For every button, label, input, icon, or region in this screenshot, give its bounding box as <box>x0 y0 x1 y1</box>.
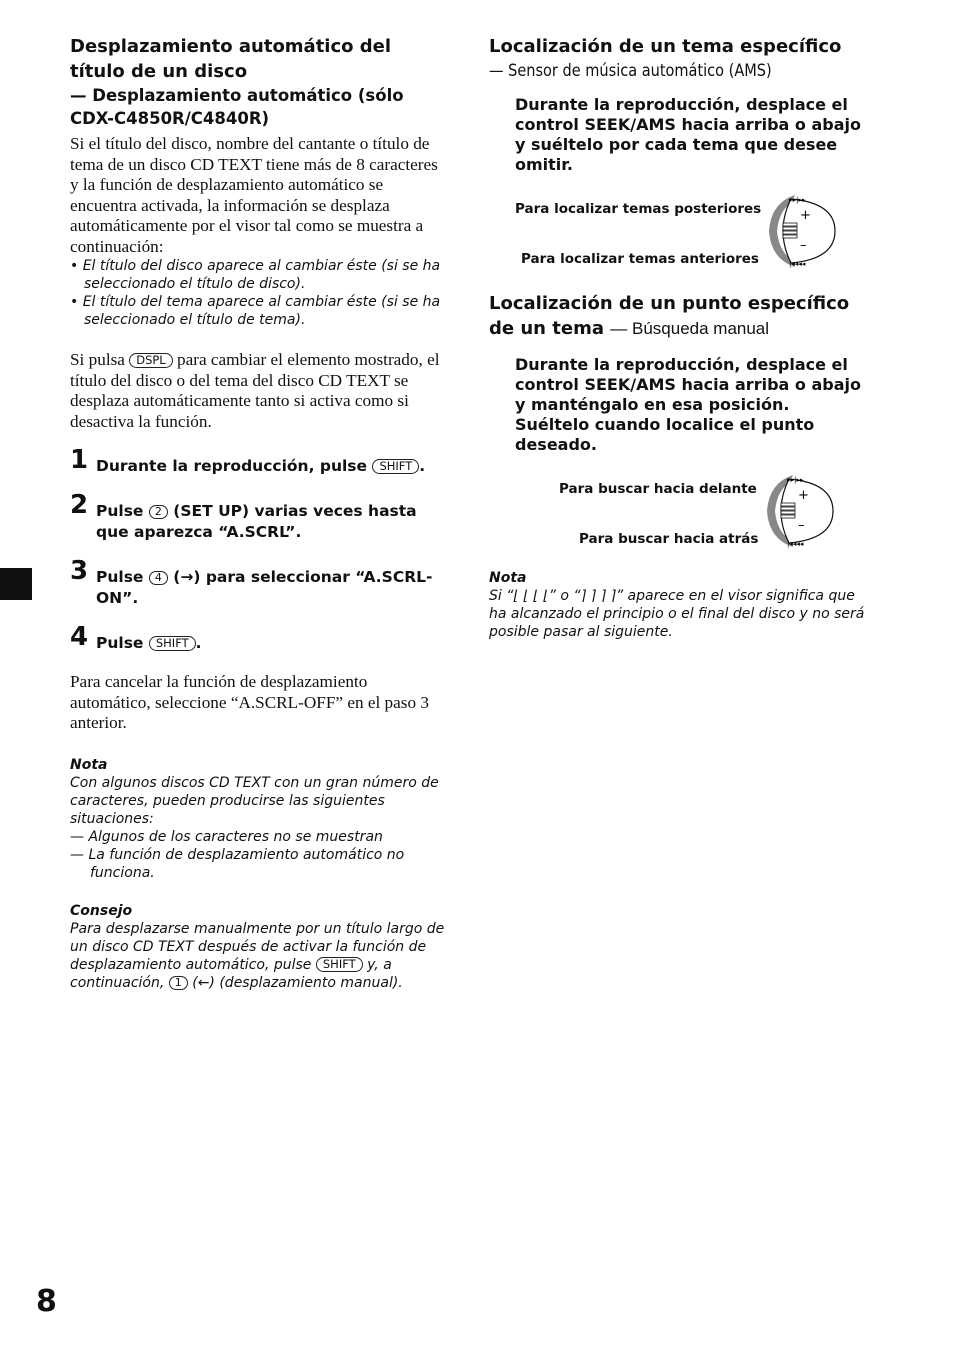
step-4 <box>70 622 450 654</box>
step-number: 2 <box>70 490 89 520</box>
step-text: . <box>195 634 202 652</box>
seek-ams-control-icon <box>755 473 835 549</box>
svg-text:–: – <box>800 238 807 253</box>
step-2 <box>70 490 450 543</box>
note-block-right <box>489 569 869 641</box>
section-title-auto-scroll: Desplazamiento automático del título de un disco <box>70 36 392 82</box>
list-item: • El título del tema aparece al cambiar éste (si se ha seleccionado el título de tema). <box>70 294 441 328</box>
section-subtitle-manual-search: — Búsqueda manual <box>610 319 770 338</box>
svg-text:–: – <box>798 518 805 533</box>
bullet-list <box>70 257 450 329</box>
seek-ams-diagram-2 <box>489 471 869 553</box>
steps-list <box>70 445 450 654</box>
step-text: Pulse <box>96 502 144 520</box>
step-text: (→) para seleccionar “A.SCRL-ON”. <box>96 568 433 607</box>
dspl-text-post: para cambiar el elemento mostrado, el título del disco o del tema del disco CD TEXT se desplaza automáticamente tanto si activa como si desactiva la función. <box>70 350 440 431</box>
shift-key: SHIFT <box>316 957 363 972</box>
shift-key: SHIFT <box>149 636 196 651</box>
tip-text-pre: Para desplazarse manualmente por un título largo de un disco CD TEXT después de activar la función de desplazamiento automático, pulse <box>70 920 445 973</box>
seek-ams-diagram <box>489 191 869 273</box>
svg-text:+: + <box>798 488 809 503</box>
diagram-label-back: Para buscar hacia atrás <box>579 531 759 547</box>
note-item: — La función de desplazamiento automático no funciona. <box>70 846 405 881</box>
section-subtitle-ams: — Sensor de música automático (AMS) <box>489 61 772 80</box>
number-key: 4 <box>149 571 168 585</box>
svg-text:+: + <box>800 208 811 223</box>
svg-text:|◂◂◂◂: |◂◂◂◂ <box>789 260 806 268</box>
section-tab-marker <box>0 568 32 600</box>
number-key: 1 <box>169 976 188 990</box>
number-key: 2 <box>149 505 168 519</box>
diagram-label-forward: Para buscar hacia delante <box>559 481 757 497</box>
svg-text:▸▸|▸▸: ▸▸|▸▸ <box>789 196 806 204</box>
intro-paragraph: Si el título del disco, nombre del cantante o título de tema de un disco CD TEXT tiene más de 8 caracteres y la función de desplazamiento automático se encuentra activada, la información se desplaza automáticamente por el visor tal como se muestra a continuación: <box>70 134 438 256</box>
tip-heading: Consejo <box>70 902 133 919</box>
tip-text-post: (←) (desplazamiento manual). <box>192 974 403 991</box>
step-number: 3 <box>70 556 89 586</box>
note-text: Si “⌊ ⌊ ⌊ ⌊” o “⌉ ⌉ ⌉ ⌉” aparece en el visor significa que ha alcanzado el principio o el final del disco y no será posible pasar al siguiente. <box>489 588 865 640</box>
list-item: • El título del disco aparece al cambiar éste (si se ha seleccionado el título de disco). <box>70 258 441 292</box>
ams-instruction: Durante la reproducción, desplace el control SEEK/AMS hacia arriba o abajo y suéltelo por cada tema que desee omitir. <box>515 95 861 174</box>
svg-text:▸▸|▸▸: ▸▸|▸▸ <box>787 476 804 484</box>
note-item: — Algunos de los caracteres no se muestran <box>70 828 383 845</box>
dspl-paragraph <box>70 350 450 432</box>
cancel-paragraph: Para cancelar la función de desplazamiento automático, seleccione “A.SCRL-OFF” en el paso 3 anterior. <box>70 672 429 732</box>
svg-text:|◂◂◂◂: |◂◂◂◂ <box>787 540 804 548</box>
note-heading: Nota <box>489 570 527 586</box>
section-subtitle-auto-scroll: — Desplazamiento automático (sólo CDX-C4850R/C4840R) <box>70 86 404 128</box>
note-block <box>70 756 450 882</box>
step-number: 4 <box>70 622 89 652</box>
manual-search-instruction: Durante la reproducción, desplace el control SEEK/AMS hacia arriba o abajo y manténgalo en esa posición. Suéltelo cuando localice el punto deseado. <box>515 355 861 454</box>
step-3 <box>70 556 450 609</box>
section-title-manual-search <box>489 291 869 341</box>
tip-text <box>70 920 450 992</box>
step-text: Pulse <box>96 634 144 652</box>
tip-block <box>70 902 450 992</box>
dspl-key: DSPL <box>129 353 173 368</box>
step-1 <box>70 445 450 477</box>
step-number: 1 <box>70 445 89 475</box>
section-title-ams: Localización de un tema específico <box>489 36 842 57</box>
step-text: . <box>419 457 426 475</box>
section-title-manual-search-text: Localización de un punto específico de un tema <box>489 293 850 339</box>
tip-text-mid: y, a continuación, <box>70 956 392 991</box>
diagram-label-down: Para localizar temas anteriores <box>521 251 759 267</box>
seek-ams-control-icon <box>757 193 837 269</box>
note-text: Con algunos discos CD TEXT con un gran número de caracteres, pueden producirse las siguientes situaciones: <box>70 774 439 827</box>
note-heading: Nota <box>70 756 108 773</box>
step-text: (SET UP) varias veces hasta que aparezca “A.SCRL”. <box>96 502 417 541</box>
step-text: Pulse <box>96 568 144 586</box>
page-number: 8 <box>36 1284 57 1319</box>
left-column <box>70 34 450 992</box>
right-column <box>489 34 869 641</box>
step-text: Durante la reproducción, pulse <box>96 457 368 475</box>
shift-key: SHIFT <box>372 459 419 474</box>
dspl-text-pre: Si pulsa <box>70 350 125 369</box>
diagram-label-up: Para localizar temas posteriores <box>515 201 762 217</box>
